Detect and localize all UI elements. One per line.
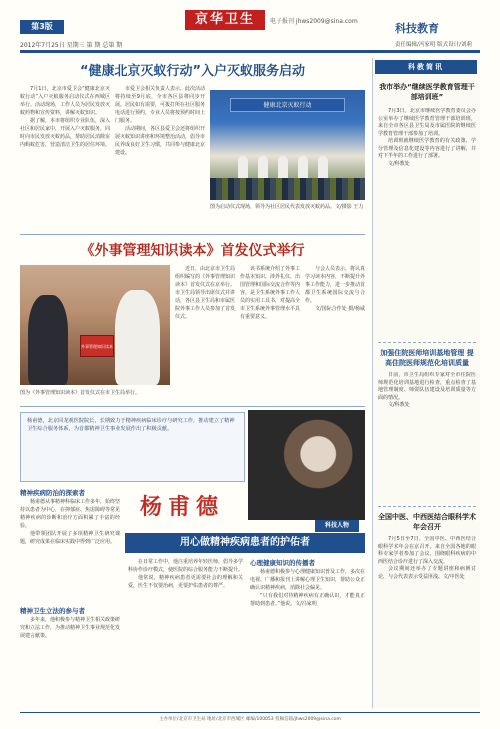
feature-column-1 xyxy=(20,498,120,603)
section-divider xyxy=(20,406,365,407)
paragraph: “只有我们对待精神疾病有正确认识，才能真正帮助到患者。”他说。文/冯家明 xyxy=(250,593,365,607)
paragraph: 市爱卫会相关负责人表示，此次活动将持续至9月底，全市各区县将同步开展。居民如有需要，可拨打所在社区服务电话进行预约，专业人员将按预约时间上门服务。 xyxy=(115,86,205,124)
feature-subhead-3: 心理健康知识的传播者 xyxy=(250,559,315,567)
newspaper-logo: 京华卫生 xyxy=(185,10,265,30)
article1-photo xyxy=(210,90,365,200)
brief1-title: 我市举办“继续医学教育管理干部培训班” xyxy=(379,83,475,101)
page-footer: 主办单位/北京市卫生局 地址/北京市西城区 邮编/100053 投稿信箱/jhws2009@sina.com xyxy=(20,712,480,722)
paragraph: 多年来，他积极参与精神卫生相关政策研究和立法工作，为推动精神卫生事业规范化发展建言献策。 xyxy=(20,617,120,639)
brief3-title: 全国中医、中西医结合眼科学术年会召开 xyxy=(378,513,476,531)
paragraph: 7月5日至7日，全国中医、中西医结合眼科学术年会在京召开。来自全国各地的眼科专家学者参加了会议，围绕眼科疾病的中西医结合诊疗进行了深入交流。 xyxy=(378,536,476,565)
brief1-body xyxy=(378,108,476,338)
paragraph: 在日常工作中，他注重培养年轻医师，倡导多学科协作诊疗模式，使医院的综合服务能力不断提升。 xyxy=(128,559,243,573)
paragraph: 日前，市卫生局组织专家对全市住院医师规范化培训基地进行检查，重点检查了基地管理制度、师资队伍建设及培训质量等方面的情况。 xyxy=(378,372,476,401)
paragraph: 与会人员表示，将认真学习读本内容，不断提升外事工作能力，进一步推动首都卫生系统国际交流与合作。 xyxy=(305,266,365,304)
logo-subtitle: 电子报刊 jhws2009@sina.com xyxy=(270,18,358,25)
article1-caption: 图为启动仪式现场，领导为社区居民代表发放灭蚁药品。文/摄影 王力 xyxy=(210,204,364,210)
photo-banner: 健康北京灭蚁行动 xyxy=(230,98,345,112)
book-cover: 外事管理知识读本 xyxy=(80,335,114,357)
paragraph: 该书系统介绍了外事工作基本知识、涉外礼仪、出国管理和国际交流合作等内容，是卫生系统外事工作人员的实用工具书，对提高全市卫生系统外事管理水平具有重要意义。 xyxy=(240,266,300,320)
section-title: 科技教育 xyxy=(395,22,439,35)
brief3-body xyxy=(378,536,476,704)
brief2-body xyxy=(378,372,476,502)
feature-portrait-photo xyxy=(248,410,365,520)
article2-column-3 xyxy=(305,265,365,405)
article2-caption: 图为《外事管理知识读本》首发仪式在市卫生局举行。 xyxy=(20,390,141,396)
paragraph: 杨甫德积极参与心理健康知识普及工作，多次在电视、广播和报刊上讲解心理卫生知识，帮助公众正确认识精神疾病，消除社会偏见。 xyxy=(250,569,365,591)
audience-crowd xyxy=(210,178,365,200)
paragraph: 近日，由北京市卫生局组织编写的《外事管理知识读本》首发仪式在京举行。市卫生局领导出席仪式并讲话，各区县卫生局和市属医院外事工作人员参加了首发仪式。 xyxy=(175,266,235,320)
article1-column-1 xyxy=(20,85,110,235)
paragraph: 培训班就继续医学教育的有关政策、学分管理及信息化建设等内容进行了讲解，并对下半年的工作进行了部署。 xyxy=(378,138,476,159)
paragraph: 他常说，精神疾病患者更需要社会的理解和关爱，医生不仅要治病，更要护佑患者的尊严。 xyxy=(128,575,243,589)
issue-date: 2012年7月25日 星期三 第 期 总第 期 xyxy=(20,42,123,49)
brief-divider xyxy=(378,506,476,507)
masthead xyxy=(0,8,500,48)
person-figure xyxy=(115,290,160,385)
paragraph: 据了解，本市将组织专业队伍，深入社区和居民家中，开展入户灭蚁服务，同时向市民发放灭蚁药品，帮助居民消除室内蚂蚁危害，营造清洁卫生的居住环境。 xyxy=(20,118,110,148)
editor-credits: 责任编辑/冯家明 版式设计/刘莉 xyxy=(395,42,472,48)
feature-tag: 科技人物 xyxy=(315,520,359,532)
brief-divider xyxy=(378,342,476,343)
article2-column-1 xyxy=(175,265,235,405)
paragraph: 文/国际合作处 摄/杨威 xyxy=(315,306,365,312)
article2-column-2 xyxy=(240,265,300,405)
article2-headline: 《外事管理知识读本》首发仪式举行 xyxy=(80,243,305,259)
person-figure xyxy=(28,295,68,385)
feature-column-2 xyxy=(128,558,243,706)
article1-column-2 xyxy=(115,85,205,235)
feature-person-name: 杨甫德 xyxy=(140,494,225,520)
feature-column-3 xyxy=(250,568,365,706)
paragraph: 活动期间，各区县爱卫会还将组织开展灭蚁知识讲座和环境整治活动，倡导市民养成良好卫生习惯，共同参与健康北京建设。 xyxy=(115,126,205,156)
masthead-divider xyxy=(20,50,480,53)
feature-subhead-1: 精神疾病防治的探索者 xyxy=(20,489,85,497)
paragraph: 杨甫德从事精神科临床工作多年，始终坚持以患者为中心，在抑郁症、焦虑障碍等常见精神疾病的诊断和治疗方面积累了丰富的经验。 xyxy=(20,499,120,529)
paragraph: 文/科教处 xyxy=(388,402,410,408)
paragraph: 会议期间还举办了专题讲座和病例讨论，与会代表表示受益匪浅。文/中医处 xyxy=(378,566,476,580)
paragraph: 7月3日，北京市继续医学教育委员会办公室举办了继续医学教育管理干部培训班，来自全市各区县卫生局及市属医院的继续医学教育管理干部参加了培训。 xyxy=(378,108,476,137)
section-divider xyxy=(20,234,365,235)
article2-photo xyxy=(20,265,170,385)
paragraph: 文/科教处 xyxy=(388,160,410,167)
feature-subhead-2: 精神卫生立法的参与者 xyxy=(20,607,85,615)
paragraph: 他带领团队开展了多项精神卫生研究课题，研究成果在临床实践中得到广泛应用。 xyxy=(20,531,120,545)
page-number: 第3版 xyxy=(20,20,64,34)
article1-headline: “健康北京灭蚁行动”入户灭蚁服务启动 xyxy=(79,64,306,79)
paragraph: 7月1日，北京市爱卫会“健康北京灭蚁行动”入户灭蚁服务启动仪式在西城区举行。活动现场，工作人员为居民发放灭蚁药物和宣传资料，讲解灭蚁知识。 xyxy=(20,86,110,116)
news-briefs-header: 科教简讯 xyxy=(375,60,477,74)
feature-summary-box: 杨甫德，北京回龙观医院院长，长期致力于精神疾病临床诊疗与研究工作，推动建立了精神卫生综合服务体系，为首都精神卫生事业发展作出了积极贡献。 xyxy=(20,412,245,482)
feature-title: 用心做精神疾病患者的护佑者 xyxy=(125,533,365,553)
feature-column-1b xyxy=(20,616,120,706)
brief2-title: 加强住院医师培训基地管理 提高住院医师规范化培训质量 xyxy=(380,349,474,367)
